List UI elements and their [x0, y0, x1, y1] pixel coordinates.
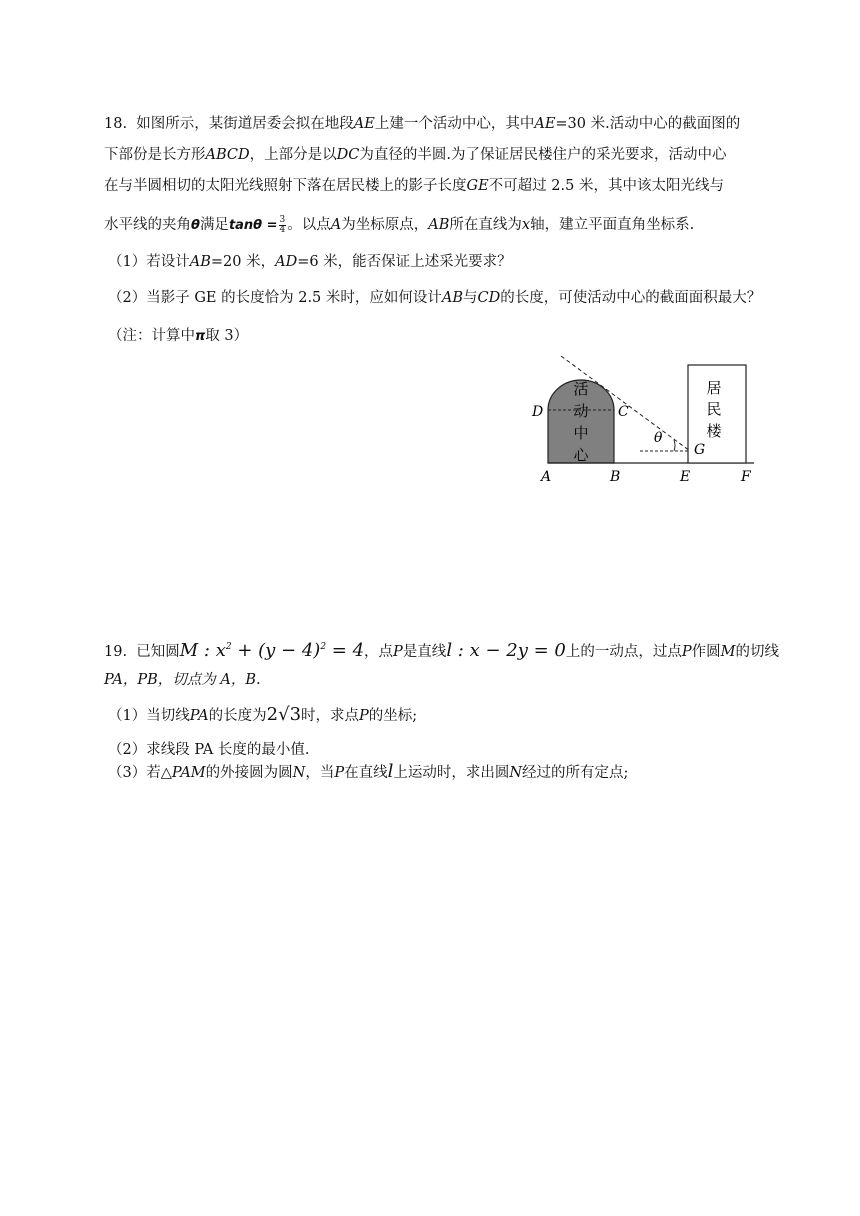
q19-text: 时，求点 [301, 708, 360, 724]
label-F: F [741, 469, 751, 485]
tan-expression: tanθ = [228, 218, 278, 233]
q18-text: 水平线的夹角 [104, 217, 191, 233]
q19-number: 19. [104, 644, 128, 660]
q19-part-1 [108, 704, 417, 727]
q18-text: 取 3） [205, 328, 249, 344]
q18-text: （1）若设计 [108, 254, 190, 270]
q19-var: PAM [171, 765, 206, 781]
q18-text: 上建一个活动中心，其中 [374, 116, 535, 132]
q18-text: =30 米.活动中心的截面图的 [555, 116, 741, 132]
q18-text: （2）当影子 GE 的长度恰为 2.5 米时，应如何设计 [108, 290, 442, 306]
q18-text: 轴，建立平面直角坐标系. [530, 217, 695, 233]
q19-var: P [393, 644, 403, 660]
eq-exponent: 2 [225, 642, 232, 652]
q18-line-3 [104, 176, 724, 196]
q19-var: N [509, 765, 523, 781]
q19-line-1 [104, 634, 779, 665]
q18-text: 为直径的半圆.为了保证居民楼住户的采光要求，活动中心 [359, 147, 727, 163]
q19-text: 已知圆 [136, 644, 180, 660]
q18-var: CD [477, 290, 501, 306]
q18-var: AB [441, 290, 464, 306]
center-char-1: 活 [573, 380, 589, 398]
q18-var: ABCD [205, 147, 250, 163]
q18-text: 所在直线为 [449, 217, 522, 233]
pa-length-value: 2√3 [266, 704, 302, 725]
q18-text: =20 米， [210, 254, 276, 270]
q19-var: P [334, 765, 345, 781]
label-C: C [618, 404, 629, 420]
building-char-3: 楼 [706, 422, 722, 440]
q19-var: PA [189, 708, 209, 724]
q19-line-2: PA，PB，切点为 A，B. [104, 672, 261, 688]
q19-text: 的坐标; [368, 708, 418, 724]
label-B: B [610, 469, 621, 485]
q18-text: 满足 [199, 217, 229, 233]
building-char-2: 民 [706, 400, 722, 418]
q18-var: AB [189, 254, 211, 270]
q19-text: （3）若△ [108, 765, 172, 781]
q18-var: A [330, 217, 342, 233]
q18-var: DC [336, 147, 360, 163]
theta-arc [674, 440, 675, 451]
q18-part-1 [108, 252, 512, 272]
center-char-2: 动 [573, 402, 589, 420]
q18-text: 与 [463, 290, 478, 306]
label-E: E [680, 469, 691, 485]
q19-text: （1）当切线 [108, 708, 190, 724]
q18-text: 的长度，可使活动中心的截面面积最大？ [500, 290, 762, 306]
q19-text: 作圆 [691, 644, 721, 660]
label-A: A [541, 469, 552, 485]
theta-symbol: θ [191, 218, 200, 233]
line-l-symbol: l [387, 761, 394, 782]
q18-note [108, 326, 248, 347]
q19-text: 在直线 [344, 765, 388, 781]
q19-text: 的切线 [735, 644, 779, 660]
eq-part: M : x [179, 640, 226, 661]
building-char-1: 居 [706, 379, 722, 397]
fraction-three-quarters [279, 216, 287, 235]
q18-var: AB [428, 217, 450, 233]
q18-text: =6 米，能否保证上述采光要求？ [297, 254, 512, 270]
q18-text: ，上部分是以 [249, 147, 337, 163]
label-G: G [694, 442, 706, 458]
q19-text: 上的一动点，过点 [565, 644, 682, 660]
q18-var: AE [353, 116, 375, 132]
q19-var: P [681, 644, 692, 660]
q19-var: N [292, 765, 306, 781]
q18-text: （注：计算中 [108, 328, 195, 344]
q19-var: P [359, 708, 369, 724]
label-D: D [532, 404, 544, 420]
eq-part: + (y − 4) [231, 640, 321, 661]
q18-var: x [521, 217, 531, 233]
q19-text: 的长度为 [208, 708, 267, 724]
q18-line-1 [104, 114, 740, 134]
fraction-numerator: 3 [279, 214, 286, 225]
q18-text: 为坐标原点， [341, 217, 429, 233]
center-char-3: 中 [573, 424, 589, 442]
q18-text: 下部份是长方形 [104, 147, 206, 163]
q19-text: 经过的所有定点; [522, 765, 629, 781]
q18-part-2 [108, 288, 761, 308]
q18-line-2 [104, 145, 726, 165]
q18-var: AE [534, 116, 556, 132]
q19-text: ，点 [364, 644, 394, 660]
q19-text: 上运动时，求出圆 [393, 765, 510, 781]
eq-part: = 4 [326, 640, 365, 661]
label-theta: θ [654, 430, 663, 446]
line-equation: l : x − 2y = 0 [446, 640, 566, 661]
q18-var: AD [275, 254, 298, 270]
center-char-4: 心 [573, 446, 589, 464]
q18-line-4 [104, 215, 694, 236]
q18-text: 不可超过 2.5 米，其中该太阳光线与 [488, 178, 724, 194]
q19-text: 的外接圆为圆 [205, 765, 293, 781]
circle-equation [180, 640, 364, 661]
pi-symbol: π [195, 329, 206, 344]
q18-text: 如图所示，某街道居委会拟在地段 [136, 116, 354, 132]
q19-var: M [720, 644, 736, 660]
q18-number: 18. [104, 116, 128, 132]
fraction-denominator: 4 [279, 224, 286, 235]
q19-text: 是直线 [402, 644, 447, 660]
q19-part-2: （2）求线段 PA 长度的最小值. [108, 742, 310, 758]
q18-text: 在与半圆相切的太阳光线照射下落在居民楼上的影子长度 [104, 178, 467, 194]
q18-var: GE [466, 178, 489, 194]
q19-part-3 [108, 762, 628, 783]
q19-text: ，当 [305, 765, 335, 781]
activity-center-figure [528, 350, 768, 490]
q18-text: 。以点 [287, 217, 331, 233]
eq-exponent: 2 [320, 642, 327, 652]
